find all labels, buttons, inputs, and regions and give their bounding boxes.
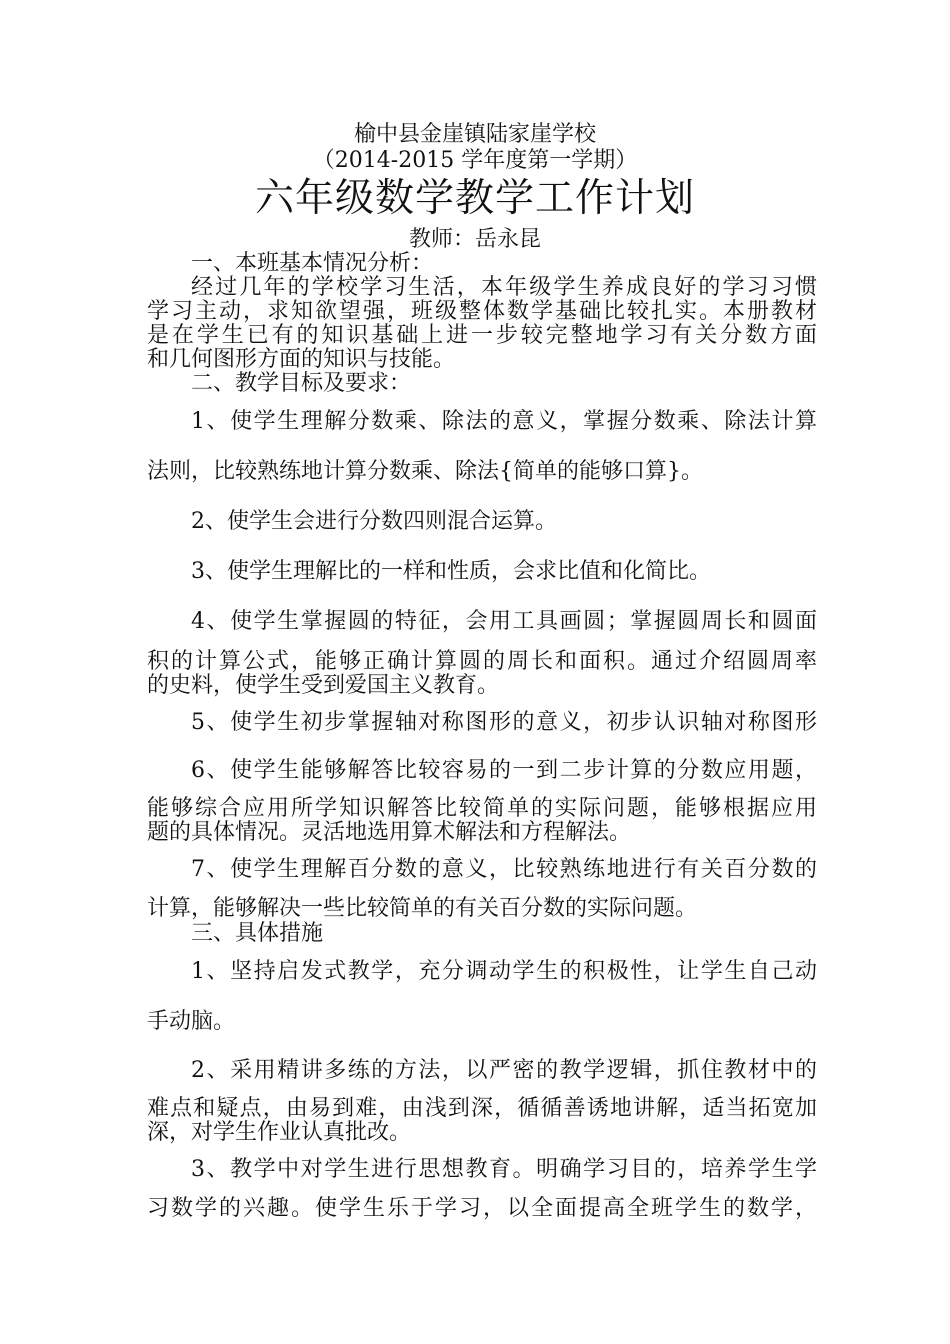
goal-item-6-cont: 能够综合应用所学知识解答比较简单的实际问题，能够根据应用 [147,796,817,821]
measure-item-2: 2、采用精讲多练的方法，以严密的教学逻辑，抓住教材中的 [191,1058,817,1083]
goal-item-4: 4、使学生掌握圆的特征，会用工具画圆；掌握圆周长和圆面 [191,609,817,634]
measure-item-3: 3、教学中对学生进行思想教育。明确学习目的，培养学生学 [191,1157,817,1182]
section-heading-2: 二、教学目标及要求： [191,371,412,396]
paragraph-line: 是在学生已有的知识基础上进一步较完整地学习有关分数方面 [147,323,817,348]
goal-item-4-cont: 的史料，使学生受到爱国主义教育。 [147,673,500,698]
measure-item-2-cont: 深，对学生作业认真批改。 [147,1120,412,1145]
goal-item-7-cont: 计算，能够解决一些比较简单的有关百分数的实际问题。 [147,896,698,921]
measure-item-1: 1、坚持启发式教学，充分调动学生的积极性，让学生自己动 [191,959,817,984]
section-heading-1: 一、本班基本情况分析： [191,251,434,276]
goal-item-1: 1、使学生理解分数乘、除法的意义，掌握分数乘、除法计算 [191,409,817,434]
school-term: （2014-2015 学年度第一学期） [312,148,638,173]
page-title: 六年级数学教学工作计划 [254,176,695,221]
goal-item-2: 2、使学生会进行分数四则混合运算。 [191,509,557,534]
paragraph-line: 学习主动，求知欲望强，班级整体数学基础比较扎实。本册教材 [147,299,817,324]
goal-item-1-cont: 法则，比较熟练地计算分数乘、除法{简单的能够口算}。 [147,459,703,484]
goal-item-7: 7、使学生理解百分数的意义，比较熟练地进行有关百分数的 [191,857,817,882]
goal-item-4-cont: 积的计算公式，能够正确计算圆的周长和面积。通过介绍圆周率 [147,649,817,674]
teacher-name: 教师：岳永昆 [408,227,541,252]
paragraph-line: 经过几年的学校学习生活，本年级学生养成良好的学习习惯 [191,275,817,300]
section-heading-3: 三、具体措施 [191,921,324,946]
goal-item-3: 3、使学生理解比的一样和性质，会求比值和化简比。 [191,559,711,584]
goal-item-6: 6、使学生能够解答比较容易的一到二步计算的分数应用题， [191,758,817,783]
goal-item-6-cont: 题的具体情况。灵活地选用算术解法和方程解法。 [147,820,632,845]
paragraph-line: 和几何图形方面的知识与技能。 [147,347,456,372]
measure-item-3-cont: 习数学的兴趣。使学生乐于学习，以全面提高全班学生的数学， [147,1196,817,1221]
measure-item-2-cont: 难点和疑点，由易到难，由浅到深，循循善诱地讲解，适当拓宽加 [147,1096,817,1121]
measure-item-1-cont: 手动脑。 [147,1009,236,1034]
goal-item-5: 5、使学生初步掌握轴对称图形的意义，初步认识轴对称图形 [191,710,817,735]
school-name: 榆中县金崖镇陆家崖学校 [353,122,596,147]
